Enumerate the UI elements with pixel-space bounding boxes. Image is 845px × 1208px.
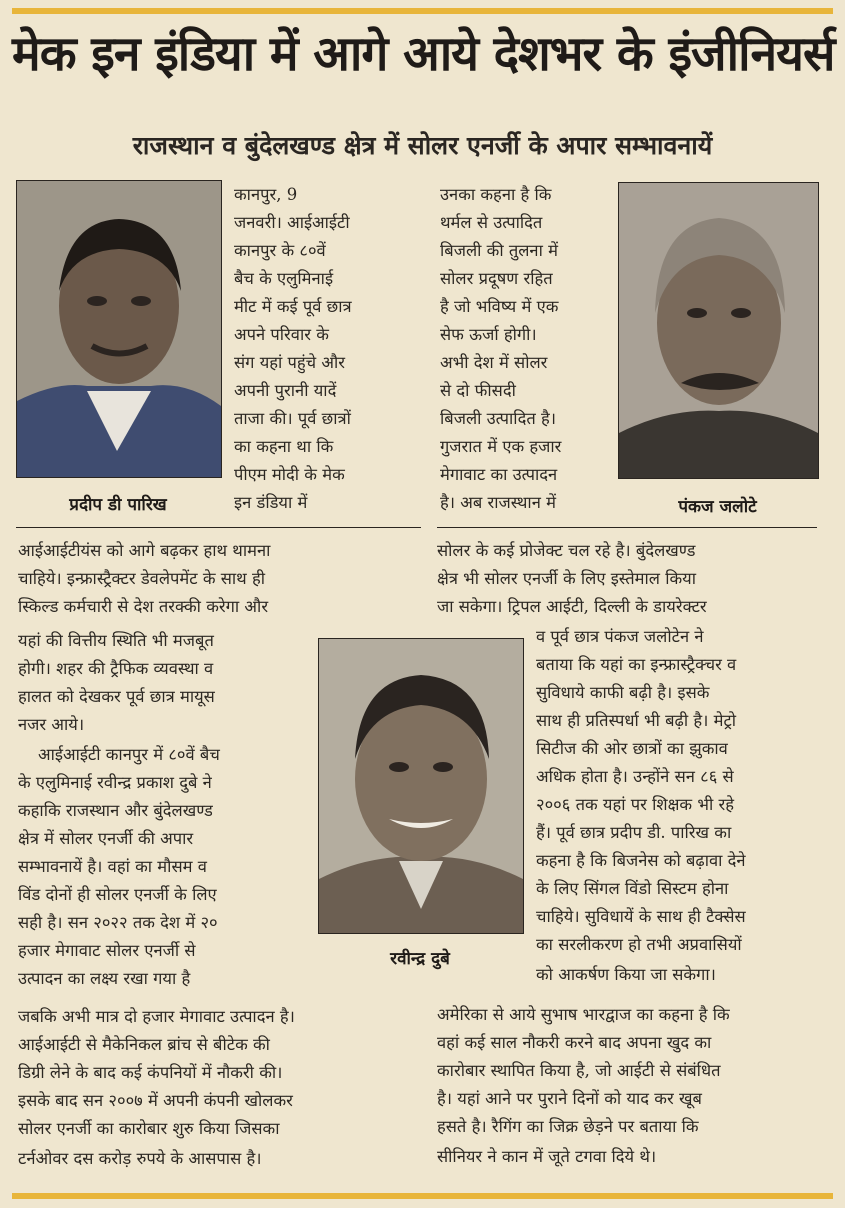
text-line: सोलर के कई प्रोजेक्ट चल रहे है। बुंदेलखण्ड <box>437 541 696 560</box>
caption-pradeep: प्रदीप डी पारिख <box>69 495 167 515</box>
text-line: संग यहां पहुंचे और <box>234 353 346 372</box>
text-line: क्षेत्र में सोलर एनर्जी की अपार <box>18 829 194 848</box>
portrait-ravindra <box>319 639 523 933</box>
text-line: आईआईटीयंस को आगे बढ़कर हाथ थामना <box>18 541 271 560</box>
text-line: अभी देश में सोलर <box>440 353 548 372</box>
portrait-pankaj <box>619 183 818 478</box>
text-line: सोलर एनर्जी का कारोबार शुरु किया जिसका <box>18 1119 280 1138</box>
text-line: बताया कि यहां का इन्फ्रास्ट्रैक्चर व <box>536 655 737 674</box>
text-line: चाहिये। इन्फ्रास्ट्रैक्टर डेवलेपमेंट के साथ ही <box>18 569 266 588</box>
text-line: होगी। शहर की ट्रैफिक व्यवस्था व <box>18 659 214 678</box>
text-line: के एलुमिनाई रवीन्द्र प्रकाश दुबे ने <box>18 773 212 792</box>
text-line: का कहना था कि <box>234 437 334 456</box>
text-line: सेफ ऊर्जा होगी। <box>440 325 537 344</box>
text-line: २००६ तक यहां पर शिक्षक भी रहे <box>536 795 734 814</box>
caption-ravindra: रवीन्द्र दुबे <box>390 949 450 969</box>
text-line: से दो फीसदी <box>440 381 516 400</box>
text-line: सोलर प्रदूषण रहित <box>440 269 553 288</box>
column-divider <box>437 527 817 528</box>
text-line: का सरलीकरण हो तभी अप्रवासियों <box>536 935 742 954</box>
text-line: टर्नओवर दस करोड़ रुपये के आसपास है। <box>18 1149 262 1168</box>
text-line: उनका कहना है कि <box>440 185 552 204</box>
column-divider <box>16 527 421 528</box>
text-line: स्किल्ड कर्मचारी से देश तरक्की करेगा और <box>18 597 269 616</box>
text-line: पीएम मोदी के मेक <box>234 465 345 484</box>
text-line: बैच के एलुमिनाई <box>234 269 334 288</box>
text-line: अपने परिवार के <box>234 325 329 344</box>
caption-pankaj: पंकज जलोटे <box>678 497 757 517</box>
bottom-rule <box>12 1193 833 1199</box>
subheadline: राजस्थान व बुंदेलखण्ड क्षेत्र में सोलर एनर्जी के अपार सम्भावनायें <box>132 131 713 160</box>
text-line: व पूर्व छात्र पंकज जलोटेन ने <box>536 627 704 646</box>
text-line: इसके बाद सन २००७ में अपनी कंपनी खोलकर <box>18 1091 293 1110</box>
text-line: विंड दोनों ही सोलर एनर्जी के लिए <box>18 885 217 904</box>
text-line: सिटीज की ओर छात्रों का झुकाव <box>536 739 728 758</box>
text-line: मेगावाट का उत्पादन <box>440 465 558 484</box>
text-line: सीनियर ने कान में जूते टगवा दिये थे। <box>437 1147 657 1166</box>
text-line: जबकि अभी मात्र दो हजार मेगावाट उत्पादन है। <box>18 1007 295 1026</box>
text-line: थर्मल से उत्पादित <box>440 213 543 232</box>
text-line: वहां कई साल नौकरी करने बाद अपना खुद का <box>437 1033 712 1052</box>
text-line: कहना है कि बिजनेस को बढ़ावा देने <box>536 851 746 870</box>
text-line: उत्पादन का लक्ष्य रखा गया है <box>18 969 191 988</box>
text-line: अधिक होता है। उन्होंने सन ८६ से <box>536 767 734 786</box>
text-line: बिजली की तुलना में <box>440 241 558 260</box>
text-line: कारोबार स्थापित किया है, जो आईटी से संबंधित <box>437 1061 721 1080</box>
text-line: इन डंडिया में <box>234 493 308 512</box>
text-line: जा सकेगा। ट्रिपल आईटी, दिल्ली के डायरेक्टर <box>437 597 707 616</box>
text-line: साथ ही प्रतिस्पर्धा भी बढ़ी है। मेट्रो <box>536 711 737 730</box>
text-line: अपनी पुरानी यादें <box>234 381 337 400</box>
headline: मेक इन इंडिया में आगे आये देशभर के इंजीनियर्स <box>12 26 835 82</box>
text-line: बिजली उत्पादित है। <box>440 409 556 428</box>
text-line: है। यहां आने पर पुराने दिनों को याद कर खूब <box>437 1089 702 1108</box>
text-line: जनवरी। आईआईटी <box>234 213 350 232</box>
text-line: को आकर्षण किया जा सकेगा। <box>536 965 716 984</box>
text-line: सही है। सन २०२२ तक देश में २० <box>18 913 218 932</box>
text-line: कानपुर, 9 <box>234 185 298 204</box>
text-line: आईआईटी कानपुर में ८०वें बैच <box>38 745 220 764</box>
photo-pradeep <box>16 180 222 478</box>
text-line: यहां की वित्तीय स्थिति भी मजबूत <box>18 631 214 650</box>
text-line: हैं। पूर्व छात्र प्रदीप डी. पारिख का <box>536 823 732 842</box>
portrait-pradeep <box>17 181 221 477</box>
photo-pankaj <box>618 182 819 479</box>
text-line: मीट में कई पूर्व छात्र <box>234 297 352 316</box>
text-line: अमेरिका से आये सुभाष भारद्वाज का कहना है कि <box>437 1005 730 1024</box>
text-line: हालत को देखकर पूर्व छात्र मायूस <box>18 687 215 706</box>
text-line: आईआईटी से मैकेनिकल ब्रांच से बीटेक की <box>18 1035 270 1054</box>
text-line: नजर आये। <box>18 715 85 734</box>
text-line: डिग्री लेने के बाद कई कंपनियों में नौकरी की। <box>18 1063 283 1082</box>
text-line: क्षेत्र भी सोलर एनर्जी के लिए इस्तेमाल किया <box>437 569 696 588</box>
photo-ravindra <box>318 638 524 934</box>
text-line: कानपुर के ८०वें <box>234 241 326 260</box>
text-line: ताजा की। पूर्व छात्रों <box>234 409 351 428</box>
text-line: के लिए सिंगल विंडो सिस्टम होना <box>536 879 729 898</box>
text-line: सुविधाये काफी बढ़ी है। इसके <box>536 683 710 702</box>
top-rule <box>12 8 833 14</box>
text-line: गुजरात में एक हजार <box>440 437 562 456</box>
text-line: हसते है। रैगिंग का जिक्र छेड़ने पर बताया कि <box>437 1117 699 1136</box>
text-line: सम्भावनायें है। वहां का मौसम व <box>18 857 207 876</box>
text-line: है जो भविष्य में एक <box>440 297 559 316</box>
text-line: हजार मेगावाट सोलर एनर्जी से <box>18 941 196 960</box>
text-line: चाहिये। सुविधायें के साथ ही टैक्सेस <box>536 907 746 926</box>
text-line: है। अब राजस्थान में <box>440 493 556 512</box>
text-line: कहाकि राजस्थान और बुंदेलखण्ड <box>18 801 213 820</box>
